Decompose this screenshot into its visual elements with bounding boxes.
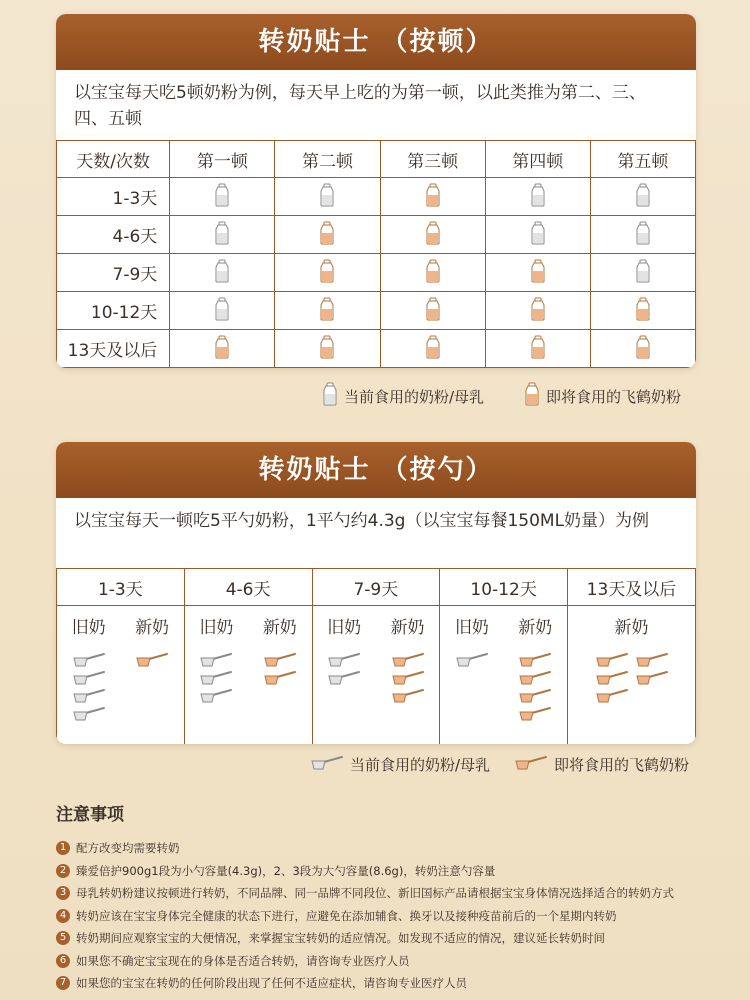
spoon-icons-cell [568, 644, 696, 744]
old-spoon-stack [327, 652, 361, 706]
new-spoon-stack [263, 652, 297, 706]
meal-row-label: 4-6天 [57, 216, 170, 254]
spoon-column-labels [312, 606, 440, 645]
new-spoon-icon [391, 688, 425, 706]
notes-list [56, 837, 716, 995]
meal-tips-card [56, 14, 696, 368]
meal-row [57, 292, 696, 330]
old-spoon-icon [72, 652, 106, 670]
old-bottle-icon [590, 216, 695, 254]
spoon-legend-old-label: 当前食用的奶粉/母乳 [350, 756, 491, 774]
spoon-table [56, 568, 696, 744]
old-spoon-stack [199, 652, 233, 706]
new-spoon-icon [391, 652, 425, 670]
new-spoon-icon [135, 652, 169, 670]
meal-header-meal-4: 第四顿 [485, 141, 590, 178]
meal-header-meal-2: 第二顿 [275, 141, 380, 178]
meal-row [57, 254, 696, 292]
note-text: 母乳转奶粉建议按顿进行转奶，不同品牌、同一品牌不同段位、新旧国标产品请根据宝宝身体情况选择适合的转奶方式 [76, 886, 674, 901]
note-number-icon: 1 [56, 841, 70, 855]
note-number-icon: 7 [56, 976, 70, 990]
old-bottle-icon [170, 292, 275, 330]
note-number-icon: 6 [56, 954, 70, 968]
spoon-period-header: 7-9天 [312, 569, 440, 606]
new-bottle-icon [380, 216, 485, 254]
spoon-column-labels [184, 606, 312, 645]
new-bottle-icon [380, 254, 485, 292]
new-spoon-icon [518, 652, 552, 670]
old-spoon-icon [72, 670, 106, 688]
notes-title: 注意事项 [56, 805, 124, 825]
note-text: 配方改变均需要转奶 [76, 841, 180, 856]
new-bottle-icon [590, 292, 695, 330]
note-item [56, 972, 716, 995]
old-bottle-icon [170, 216, 275, 254]
note-text: 如果您不确定宝宝现在的身体是否适合转奶，请咨询专业医疗人员 [76, 953, 410, 968]
old-spoon-stack [72, 652, 106, 724]
old-spoon-icon [72, 706, 106, 724]
old-bottle-icon [590, 178, 695, 216]
spoon-period-header: 4-6天 [184, 569, 312, 606]
old-spoon-icon [72, 688, 106, 706]
old-spoon-icon [310, 755, 344, 775]
meal-legend-new [524, 382, 681, 410]
spoon-period-header: 1-3天 [57, 569, 185, 606]
spoon-tips-intro: 以宝宝每天一顿吃5平勺奶粉，1平勺约4.3g（以宝宝每餐150ML奶量）为例 [74, 511, 650, 531]
new-spoon-stack [135, 652, 169, 724]
new-bottle-icon [275, 216, 380, 254]
old-spoon-icon [199, 652, 233, 670]
spoon-period-header: 10-12天 [440, 569, 568, 606]
new-bottle-icon [380, 178, 485, 216]
meal-row [57, 330, 696, 368]
meal-legend-old [322, 382, 484, 410]
old-bottle-icon [485, 178, 590, 216]
new-bottle-icon [380, 330, 485, 368]
old-spoon-stack [455, 652, 489, 724]
old-milk-label: 旧奶 [71, 617, 106, 638]
new-spoon-stack [391, 652, 425, 706]
note-item [56, 837, 716, 860]
old-spoon-icon [199, 688, 233, 706]
old-spoon-icon [327, 670, 361, 688]
old-bottle-icon [170, 254, 275, 292]
old-milk-label: 旧奶 [199, 617, 234, 638]
new-spoon-icon [518, 706, 552, 724]
old-milk-label: 旧奶 [327, 617, 362, 638]
new-spoon-icon [263, 670, 297, 688]
meal-tips-title: 转奶贴士 （按顿） [56, 14, 696, 70]
meal-row-label: 1-3天 [57, 178, 170, 216]
new-spoon-icon [391, 670, 425, 688]
note-item [56, 927, 716, 950]
new-milk-label: 新奶 [390, 617, 425, 638]
new-spoon-icon [632, 670, 672, 688]
note-number-icon: 4 [56, 909, 70, 923]
new-milk-label: 新奶 [262, 617, 297, 638]
old-bottle-icon [485, 216, 590, 254]
note-text: 转奶应该在宝宝身体完全健康的状态下进行，应避免在添加辅食、换牙以及接种疫苗前后的一个星期内转奶 [76, 908, 617, 923]
meal-row-label: 10-12天 [57, 292, 170, 330]
new-spoon-icon [263, 652, 297, 670]
new-bottle-icon [590, 330, 695, 368]
spoon-tips-card [56, 442, 696, 744]
new-spoon-icon [632, 652, 672, 670]
meal-row-label: 7-9天 [57, 254, 170, 292]
note-item [56, 905, 716, 928]
old-bottle-icon [322, 382, 338, 410]
meal-header-meal-1: 第一顿 [170, 141, 275, 178]
new-spoon-icon [518, 688, 552, 706]
meal-tips-intro: 以宝宝每天吃5顿奶粉为例，每天早上吃的为第一顿，以此类推为第二、三、四、五顿 [74, 83, 646, 129]
old-bottle-icon [590, 254, 695, 292]
new-spoon-icon [518, 670, 552, 688]
new-bottle-icon [485, 292, 590, 330]
meal-row [57, 178, 696, 216]
meal-header-meal-3: 第三顿 [380, 141, 485, 178]
meal-table [56, 140, 696, 368]
new-milk-label: 新奶 [135, 617, 170, 638]
spoon-legend-new [514, 754, 689, 775]
spoon-icons-cell [312, 644, 440, 744]
note-item [56, 860, 716, 883]
old-spoon-icon [455, 652, 489, 670]
spoon-icons-cell [184, 644, 312, 744]
meal-row-label: 13天及以后 [57, 330, 170, 368]
spoon-legend-new-label: 即将食用的飞鹤奶粉 [554, 756, 690, 774]
old-spoon-icon [327, 652, 361, 670]
new-spoon-stack [518, 652, 552, 724]
note-number-icon: 5 [56, 931, 70, 945]
spoon-period-header: 13天及以后 [568, 569, 696, 606]
new-bottle-icon [524, 382, 540, 410]
note-item [56, 950, 716, 973]
new-milk-label: 新奶 [614, 617, 649, 638]
note-text: 如果您的宝宝在转奶的任何阶段出现了任何不适应症状，请咨询专业医疗人员 [76, 976, 467, 991]
spoon-column-labels [568, 606, 696, 645]
old-bottle-icon [170, 178, 275, 216]
notes-section [56, 800, 716, 995]
new-bottle-icon [485, 254, 590, 292]
spoon-column-labels [57, 606, 185, 645]
spoon-icons-cell [57, 644, 185, 744]
note-text: 转奶期间应观察宝宝的大便情况，来掌握宝宝转奶的适应情况。如发现不适应的情况，建议延长转奶时间 [76, 931, 605, 946]
meal-row [57, 216, 696, 254]
new-bottle-icon [380, 292, 485, 330]
meal-header-days: 天数/次数 [57, 141, 170, 178]
new-spoon-icon [514, 755, 548, 775]
meal-legend-old-label: 当前食用的奶粉/母乳 [344, 387, 485, 406]
new-spoon-stack [592, 652, 672, 706]
spoon-column-labels [440, 606, 568, 645]
new-bottle-icon [485, 330, 590, 368]
old-bottle-icon [275, 178, 380, 216]
spoon-tips-title: 转奶贴士 （按勺） [56, 442, 696, 498]
new-spoon-icon [592, 652, 632, 670]
spoon-legend-old [310, 754, 490, 775]
spoon-icons-cell [440, 644, 568, 744]
old-milk-label: 旧奶 [454, 617, 489, 638]
new-milk-label: 新奶 [518, 617, 553, 638]
note-number-icon: 2 [56, 864, 70, 878]
new-spoon-icon [592, 670, 632, 688]
note-text: 臻爱倍护900g1段为小勺容量(4.3g)，2、3段为大勺容量(8.6g)，转奶注意勺容量 [76, 863, 496, 878]
note-item [56, 882, 716, 905]
old-spoon-icon [199, 670, 233, 688]
meal-legend-new-label: 即将食用的飞鹤奶粉 [546, 387, 682, 406]
new-bottle-icon [170, 330, 275, 368]
note-number-icon: 3 [56, 886, 70, 900]
new-bottle-icon [275, 330, 380, 368]
new-bottle-icon [275, 292, 380, 330]
new-bottle-icon [275, 254, 380, 292]
meal-header-meal-5: 第五顿 [590, 141, 695, 178]
new-spoon-icon [592, 688, 632, 706]
